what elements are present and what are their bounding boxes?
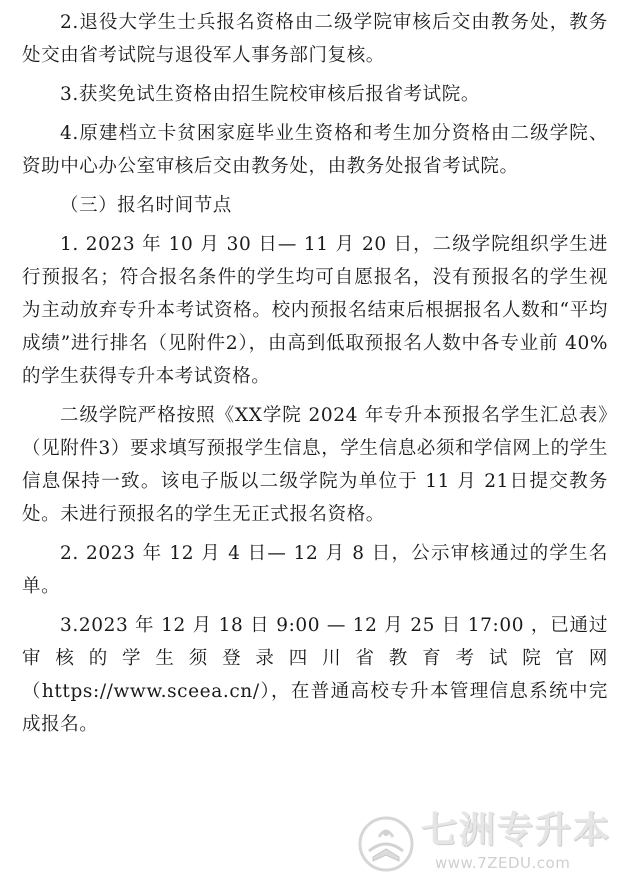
paragraph-pre-registration: 1. 2023 年 10 月 30 日— 11 月 20 日，二级学院组织学生进行预报名；符合报名条件的学生均可自愿报名，没有预报名的学生视为主动放弃专升本考试资格。校内预报名结束后根据报名人数和“平均成绩”进行排名（见附件2），由高到低取预报名人数中各专业前 40% 的学生获得专升本考试资格。 [22, 234, 608, 387]
paragraph-official-registration: 3.2023 年 12 月 18 日 9:00 — 12 月 25 日 17:00 ，已通过审核的学生须登录四川省教育考试院官网（https://www.sceea.cn/），在普通高校专升本管理信息系统中完成报名。 [22, 615, 608, 735]
section-heading: （三）报名时间节点 [60, 195, 232, 216]
watermark-brand: 七洲专升本 [421, 810, 612, 851]
watermark-url: www.7ZEDU.com [435, 854, 571, 872]
watermark [357, 809, 619, 879]
paragraph-award-exemption: 3.获奖免试生资格由招生院校审核后报省考试院。 [60, 84, 480, 105]
paragraph-veteran-qualification: 2.退役大学生士兵报名资格由二级学院审核后交由教务处，教务处交由省考试院与退役军人事务部门复核。 [22, 12, 608, 66]
paragraph-poverty-bonus: 4.原建档立卡贫困家庭毕业生资格和考生加分资格由二级学院、资助中心办公室审核后交由教务处，由教务处报省考试院。 [22, 123, 608, 177]
document-page [22, 6, 608, 741]
paragraph-publicity: 2. 2023 年 12 月 4 日— 12 月 8 日，公示审核通过的学生名单。 [22, 543, 608, 597]
book-emblem-icon [357, 815, 415, 873]
paragraph-summary-table: 二级学院严格按照《XX学院 2024 年专升本预报名学生汇总表》（见附件3）要求填写预报学生信息，学生信息必须和学信网上的学生信息保持一致。该电子版以二级学院为单位于 11 月 21日提交教务处。未进行预报名的学生无正式报名资格。 [22, 405, 608, 525]
